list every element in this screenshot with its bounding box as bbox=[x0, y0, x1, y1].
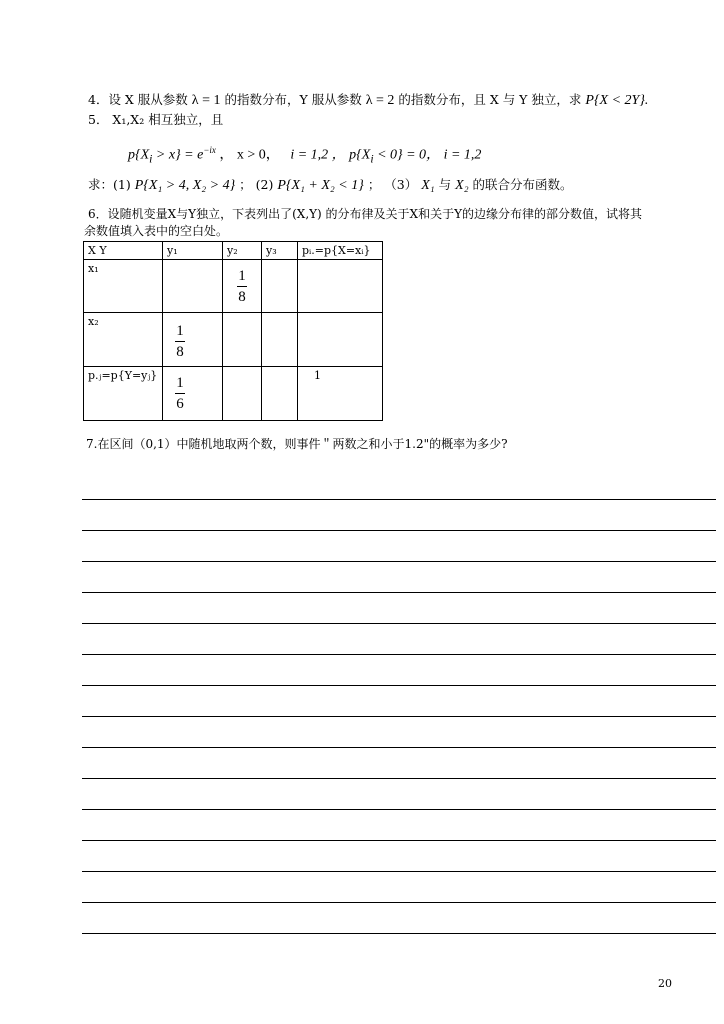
question-6-line2: 余数值填入表中的空白处。 bbox=[84, 224, 229, 238]
answer-line bbox=[82, 561, 716, 562]
answer-line bbox=[82, 499, 716, 500]
answer-line bbox=[82, 902, 716, 903]
cell-x2-y3[interactable] bbox=[262, 313, 298, 367]
fraction-one-eighth: $\frac{1}{8}$ bbox=[176, 323, 184, 360]
fraction-one-eighth: $\frac{1}{8}$ bbox=[238, 268, 246, 305]
question-7: 7.在区间（0,1）中随机地取两个数，则事件＂两数之和小于1.2"的概率为多少? bbox=[86, 437, 508, 451]
answer-line bbox=[82, 716, 716, 717]
answer-line bbox=[82, 871, 716, 872]
answer-line bbox=[82, 840, 716, 841]
header-xy: X Y bbox=[84, 242, 163, 260]
cell-x1-y3[interactable] bbox=[262, 260, 298, 313]
cell-x1-pi[interactable] bbox=[298, 260, 383, 313]
fraction-one-sixth: $\frac{1}{6}$ bbox=[176, 375, 184, 412]
header-y2: y₂ bbox=[223, 242, 262, 260]
question-5-intro: 5． X₁,X₂ 相互独立，且 bbox=[88, 112, 224, 127]
header-y3: y₃ bbox=[262, 242, 298, 260]
answer-line bbox=[82, 685, 716, 686]
cell-pj-y2[interactable] bbox=[223, 367, 262, 421]
row-x2-label: x₂ bbox=[84, 313, 163, 367]
question-6-line1: 6．设随机变量X与Y独立，下表列出了(X,Y) 的分布律及关于X和关于Y的边缘分布律的部分数值，试将其 bbox=[88, 207, 643, 221]
cell-pj-y1[interactable] bbox=[163, 367, 223, 421]
cell-x1-y1[interactable] bbox=[163, 260, 223, 313]
cell-x1-y2[interactable] bbox=[223, 260, 262, 313]
question-5-formula: $p\{X_i > x\} = e^{-ix}$ ， x > 0， i = 1,2 ， $p\{X_i < 0\} = 0$， i = 1,2 bbox=[128, 145, 482, 166]
row-pj-label: p.ⱼ=p{Y=yⱼ} bbox=[84, 367, 163, 421]
question-5-ask: 求：(1) P{X₁ > 4, X₂ > 4} ； (2) P{X₁ + X₂ < 1} ； （3） X₁ 与 X₂ 的联合分布函数。 bbox=[88, 177, 573, 193]
answer-line bbox=[82, 623, 716, 624]
question-4: 4．设 X 服从参数 λ = 1 的指数分布，Y 服从参数 λ = 2 的指数分布，且 X 与 Y 独立，求 P{X < 2Y}. bbox=[88, 92, 649, 108]
cell-x2-y1[interactable] bbox=[163, 313, 223, 367]
answer-line bbox=[82, 747, 716, 748]
header-y1: y₁ bbox=[163, 242, 223, 260]
distribution-table bbox=[83, 241, 383, 421]
answer-line bbox=[82, 778, 716, 779]
row-x1-label: x₁ bbox=[84, 260, 163, 313]
answer-line bbox=[82, 654, 716, 655]
answer-line bbox=[82, 933, 716, 934]
cell-pj-total: 1 bbox=[298, 367, 383, 421]
answer-line bbox=[82, 530, 716, 531]
page-number: 20 bbox=[658, 977, 672, 990]
header-pi: pᵢ.=p{X=xᵢ} bbox=[298, 242, 383, 260]
answer-line bbox=[82, 809, 716, 810]
cell-x2-pi[interactable] bbox=[298, 313, 383, 367]
answer-line bbox=[82, 592, 716, 593]
cell-x2-y2[interactable] bbox=[223, 313, 262, 367]
cell-pj-y3[interactable] bbox=[262, 367, 298, 421]
